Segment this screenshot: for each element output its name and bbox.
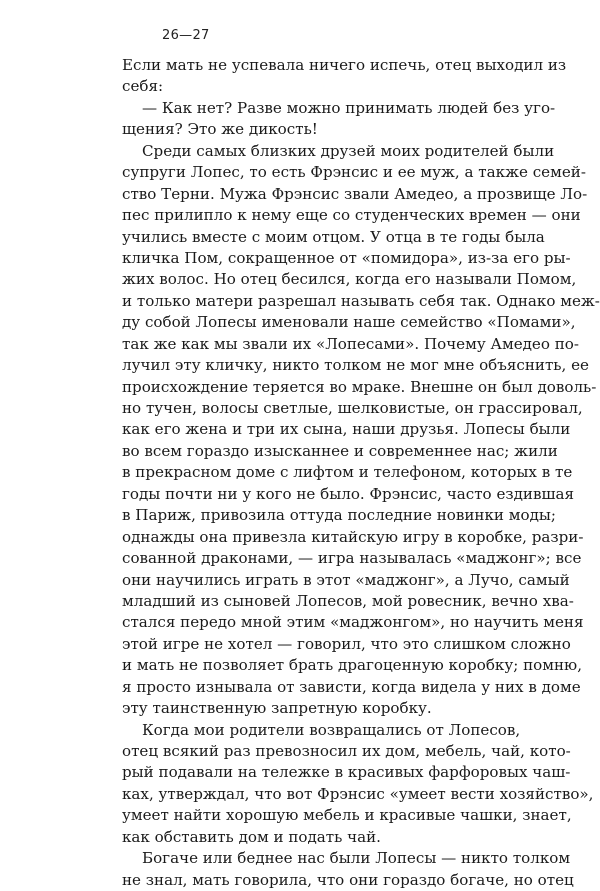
text-line: умеет найти хорошую мебель и красивые чашки, знает, (122, 806, 572, 825)
text-line: они научились играть в этот «маджонг», а Лучо, самый (122, 570, 570, 589)
text-line: щения? Это же дикость! (122, 120, 318, 139)
text-line: рый подавали на тележке в красивых фарфоровых чаш- (122, 763, 571, 782)
text-line: в Париж, привозила оттуда последние новинки моды; (122, 506, 557, 525)
body-text (122, 55, 600, 891)
text-line: в прекрасном доме с лифтом и телефоном, которых в те (122, 463, 573, 482)
text-line: стался передо мной этим «маджонгом», но научить меня (122, 613, 584, 632)
text-line: пес прилипло к нему еще со студенческих времен — они (122, 206, 581, 225)
text-line: как его жена и три их сына, наши друзья. Лопесы были (122, 420, 571, 439)
text-line: годы почти ни у кого не было. Фрэнсис, часто ездившая (122, 484, 575, 503)
text-line: эту таинственную запретную коробку. (122, 699, 432, 718)
text-line: Богаче или беднее нас были Лопесы — никто толком (142, 849, 571, 868)
text-line: кличка Пом, сокращенное от «помидора», из-за его ры- (122, 248, 571, 267)
text-line: Если мать не успевала ничего испечь, отец выходил из (122, 56, 567, 74)
text-line: ду собой Лопесы именовали наше семейство «Помами», (122, 313, 576, 332)
text-line: но тучен, волосы светлые, шелковистые, он грассировал, (122, 399, 583, 417)
text-line: и только матери разрешал называть себя так. Однако меж- (122, 291, 600, 310)
text-line: не знал, мать говорила, что они гораздо богаче, но отец (122, 870, 574, 889)
text-line: сованной драконами, — игра называлась «маджонг»; все (122, 549, 582, 568)
text-line: супруги Лопес, то есть Фрэнсис и ее муж, а также семей- (122, 163, 586, 182)
text-line: как обставить дом и подать чай. (122, 827, 381, 846)
text-line: во всем гораздо изысканнее и современнее нас; жили (122, 441, 558, 460)
text-line: учились вместе с моим отцом. У отца в те годы была (122, 227, 545, 246)
text-line: ках, утверждал, что вот Фрэнсис «умеет вести хозяйство», (122, 784, 594, 803)
text-line: и мать не позволяет брать драгоценную коробку; помню, (122, 656, 582, 675)
text-line: Когда мои родители возвращались от Лопесов, (142, 720, 521, 739)
text-line: младший из сыновей Лопесов, мой ровесник, вечно хва- (122, 591, 574, 610)
text-line: ство Терни. Мужа Фрэнсис звали Амедео, а прозвище Ло- (122, 184, 588, 203)
text-line: Среди самых близких друзей моих родителей были (142, 141, 555, 160)
text-line: я просто изнывала от зависти, когда видела у них в доме (122, 677, 581, 696)
text-line: себя: (122, 77, 164, 96)
text-line: жих волос. Но отец бесился, когда его называли Помом, (122, 270, 577, 289)
text-line: этой игре не хотел — говорил, что это слишком сложно (122, 634, 571, 653)
text-line: так же как мы звали их «Лопесами». Почему Амедео по- (122, 334, 579, 353)
text-line: лучил эту кличку, никто толком не мог мне объяснить, ее (122, 356, 589, 375)
text-line: происхождение теряется во мраке. Внешне он был доволь- (122, 377, 597, 396)
text-line: отец всякий раз превозносил их дом, мебель, чай, кото- (122, 742, 571, 760)
text-line: — Как нет? Разве можно принимать людей без уго- (142, 98, 556, 117)
text-line: однажды она привезла китайскую игру в коробке, разри- (122, 527, 584, 546)
page-number: 26—27 (162, 28, 210, 43)
